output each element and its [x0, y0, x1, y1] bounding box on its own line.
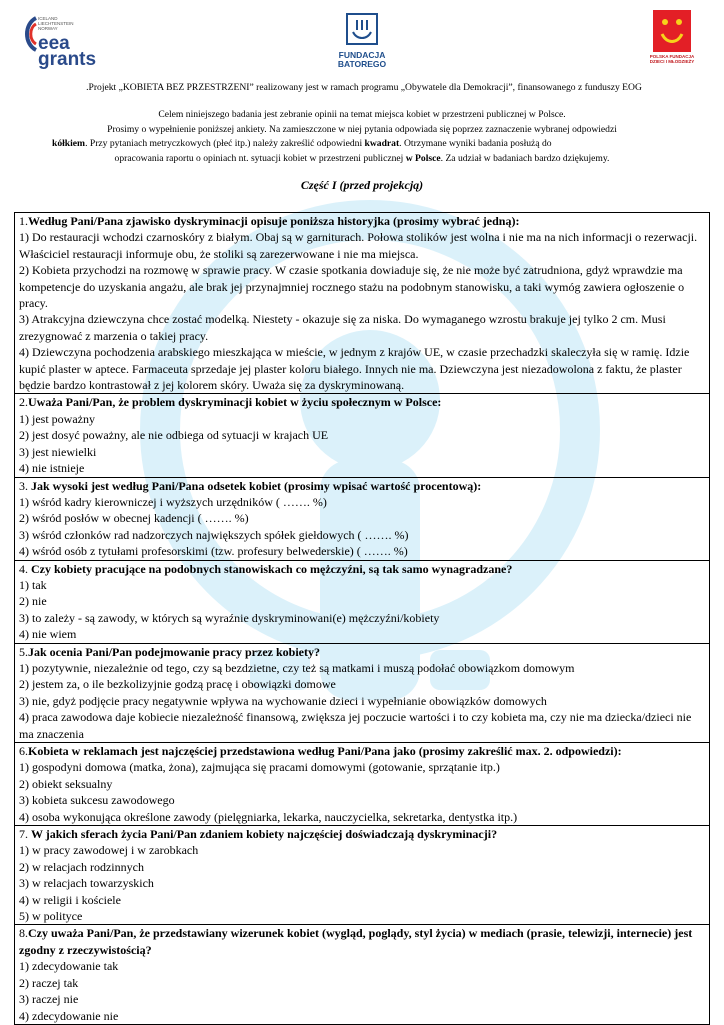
question-row — [15, 826, 710, 925]
eea-swoosh-icon — [22, 14, 38, 54]
answer-option[interactable]: 1) jest poważny — [19, 411, 95, 426]
answer-option[interactable]: 2) raczej tak — [19, 975, 79, 990]
question-cell — [15, 560, 710, 643]
answer-option[interactable]: 4) osoba wykonująca określone zawody (pielęgniarka, lekarka, nauczycielka, sekretarka, dentystka itp.) — [19, 809, 518, 824]
answer-option[interactable]: 3) w relacjach towarzyskich — [19, 876, 154, 891]
question-text — [19, 213, 705, 229]
question-title: Czy uważa Pani/Pan, że przedstawiany wizerunek kobiet (wygląd, poglądy, styl życia) w mediach (prasie, telewizji, internecie) jest zgodny z rzeczywistością? — [19, 926, 693, 957]
answer-option[interactable]: 2) Kobieta przychodzi na rozmowę w sprawie pracy. W czasie spotkania dowiaduje się, że nie może być zatrudniona, gdyż wprawdzie ma kompetencje do uzyskania angażu, ale brak jej przynajmniej rocznego stażu na podobnym stanowisku, a taki wymóg zawiera ogłoszenie o pracy. — [19, 263, 685, 311]
answer-option[interactable]: 2) wśród posłów w obecnej kadencji ( ……. %) — [19, 511, 249, 526]
question-row — [15, 925, 710, 1024]
question-number: 2. — [19, 395, 28, 410]
answer-option[interactable]: 4) w religii i kościele — [19, 892, 121, 907]
answer-option[interactable]: 3) wśród członków rad nadzorczych największych spółek giełdowych ( ……. %) — [19, 527, 409, 542]
answer-option[interactable]: 3) nie, gdyż podjęcie pracy negatywnie wpływa na wychowanie dzieci i wypełnianie obowiązków domowych — [19, 693, 547, 708]
answer-option[interactable]: 3) to zależy - są zawody, w których są wyraźnie dyskryminowani(e) mężczyźni/kobiety — [19, 610, 440, 625]
answer-option[interactable]: 4) Dziewczyna pochodzenia arabskiego mieszkająca w mieście, w jednym z krajów UE, w czasie przechadzki skaleczyła się w ramię. Idzie kupić plaster w aptece. Farmaceuta sprzedaje jej plaster koloru białego. Innych nie ma. Dziewczyna jest niezadowolona z faktu, że plaster będzie bardzo kontrastował z jej kolorem skóry. Uważa się za dyskryminowaną. — [19, 345, 690, 393]
answer-option[interactable]: 4) nie istnieje — [19, 461, 85, 476]
answer-option[interactable]: 2) nie — [19, 594, 47, 609]
header-logos — [0, 0, 724, 80]
question-number: 3. — [19, 478, 31, 493]
question-text — [19, 925, 705, 958]
question-text — [19, 478, 705, 494]
answer-option[interactable]: 2) obiekt seksualny — [19, 776, 113, 791]
answer-option[interactable]: 1) Do restauracji wchodzi czarnoskóry z białym. Obaj są w garniturach. Połowa stolików jest wolna i nie ma na nich informacji o rezerwacji. Właściciel restauracji informuje obu, że stoliki są zarezerwowane i nie ma miejsca. — [19, 230, 698, 261]
intro-line-2: Prosimy o wypełnienie poniższej ankiety. Na zamieszczone w niej pytania odpowiada się poprzez zaznaczenie wybranej odpowiedzi — [107, 123, 617, 135]
part-title: Część I (przed projekcją) — [300, 178, 424, 192]
question-cell — [15, 477, 710, 560]
question-title: Uważa Pani/Pan, że problem dyskryminacji kobiet w życiu społecznym w Polsce: — [28, 395, 442, 410]
answer-option[interactable]: 1) zdecydowanie tak — [19, 959, 119, 974]
question-row — [15, 394, 710, 477]
answer-option[interactable]: 3) kobieta sukcesu zawodowego — [19, 793, 175, 808]
intro-line-3: kółkiem. Przy pytaniach metryczkowych (płeć itp.) należy zakreślić odpowiedni kwadrat. Otrzymane wyniki badania posłużą do — [52, 138, 552, 150]
answer-option[interactable]: 2) w relacjach rodzinnych — [19, 859, 144, 874]
intro-line-1: Celem niniejszego badania jest zebranie opinii na temat miejsca kobiet w przestrzeni publicznej w Polsce. — [158, 109, 566, 120]
question-number: 4. — [19, 561, 31, 576]
question-text — [19, 394, 705, 410]
question-text — [19, 743, 705, 759]
project-line: .Projekt „KOBIETA BEZ PRZESTRZENI” realizowany jest w ramach programu „Obywatele dla Demokracji”, finansowanego z funduszy EOG — [86, 82, 642, 93]
question-number: 8. — [19, 926, 28, 941]
answer-option[interactable]: 3) raczej nie — [19, 992, 79, 1007]
question-cell — [15, 925, 710, 1024]
question-number: 7. — [19, 827, 31, 842]
answer-option[interactable]: 4) praca zawodowa daje kobiecie niezależność finansową, zwiększa jej poczucie wartości i to czy kobieta ma, czy nie ma dziecka/dzieci nie ma znaczenia — [19, 710, 692, 741]
question-row — [15, 477, 710, 560]
eea-countries: ICELAND LIECHTENSTEIN NORWAY — [38, 16, 74, 31]
answer-option[interactable]: 1) pozytywnie, niezależnie od tego, czy są bezdzietne, czy też są matkami i muszą podołać obowiązkom domowym — [19, 660, 575, 675]
pfd-emblem-icon — [653, 10, 691, 52]
questionnaire-table — [14, 212, 710, 1025]
answer-option[interactable]: 5) w polityce — [19, 909, 83, 924]
question-row — [15, 643, 710, 742]
question-title: Według Pani/Pana zjawisko dyskryminacji opisuje poniższa historyjka (prosimy wybrać jedną): — [28, 214, 520, 228]
intro-line-4: opracowania raportu o opiniach nt. sytuacji kobiet w przestrzeni publicznej w Polsce. Za udział w badaniach bardzo dziękujemy. — [114, 152, 610, 164]
question-cell — [15, 826, 710, 925]
answer-option[interactable]: 4) zdecydowanie nie — [19, 1008, 119, 1023]
question-title: Kobieta w reklamach jest najczęściej przedstawiona według Pani/Pana jako (prosimy zakreślić max. 2. odpowiedzi): — [28, 744, 622, 758]
question-row — [15, 743, 710, 826]
question-row — [15, 560, 710, 643]
answer-option[interactable]: 1) w pracy zawodowej i w zarobkach — [19, 843, 199, 858]
answer-option[interactable]: 2) jest dosyć poważny, ale nie odbiega od sytuacji w krajach UE — [19, 428, 329, 443]
question-cell — [15, 394, 710, 477]
question-text — [19, 826, 705, 842]
question-row — [15, 213, 710, 394]
batory-emblem-icon — [345, 12, 379, 46]
intro-paragraph — [52, 108, 672, 166]
answer-option[interactable]: 3) jest niewielki — [19, 444, 97, 459]
question-cell — [15, 643, 710, 742]
answer-option[interactable]: 1) gospodyni domowa (matka, żona), zajmująca się pracami domowymi (gotowanie, sprzątanie itp.) — [19, 760, 500, 775]
question-cell — [15, 743, 710, 826]
question-number: 6. — [19, 744, 28, 758]
pfd-caption: POLSKA FUNDACJA DZIECI I MŁODZIEŻY — [649, 54, 695, 64]
batory-name: FUNDACJA BATOREGO — [337, 50, 387, 69]
answer-option[interactable]: 4) nie wiem — [19, 627, 77, 642]
answer-option[interactable]: 2) jestem za, o ile bezkolizyjnie godzą pracę i obowiązki domowe — [19, 677, 336, 692]
question-number: 5. — [19, 644, 28, 659]
pfd-logo — [640, 10, 704, 64]
question-text — [19, 561, 705, 577]
answer-option[interactable]: 3) Atrakcyjna dziewczyna chce zostać modelką. Niestety - okazuje się za niska. Do wymaganego wzrostu brakuje jej tylko 2 cm. Musi zrezygnować z marzenia o takiej pracy. — [19, 312, 666, 343]
question-title: Jak ocenia Pani/Pan podejmowanie pracy przez kobiety? — [28, 644, 320, 659]
question-text — [19, 644, 705, 660]
question-title: W jakich sferach życia Pani/Pan zdaniem kobiety najczęściej doświadczają dyskryminacji? — [31, 827, 498, 842]
question-cell — [15, 213, 710, 394]
batory-logo — [334, 12, 390, 69]
answer-option[interactable]: 4) wśród osób z tytułami profesorskimi (tzw. profesury belwederskie) ( ……. %) — [19, 544, 408, 559]
eea-name: eea grants — [38, 33, 97, 70]
question-number: 1. — [19, 214, 28, 228]
question-title: Jak wysoki jest według Pani/Pana odsetek kobiet (prosimy wpisać wartość procentową): — [31, 478, 482, 493]
eea-grants-logo — [22, 14, 97, 70]
question-title: Czy kobiety pracujące na podobnych stanowiskach co mężczyźni, są tak samo wynagradzane? — [31, 561, 513, 576]
answer-option[interactable]: 1) wśród kadry kierowniczej i wyższych urzędników ( ……. %) — [19, 494, 327, 509]
answer-option[interactable]: 1) tak — [19, 577, 47, 592]
